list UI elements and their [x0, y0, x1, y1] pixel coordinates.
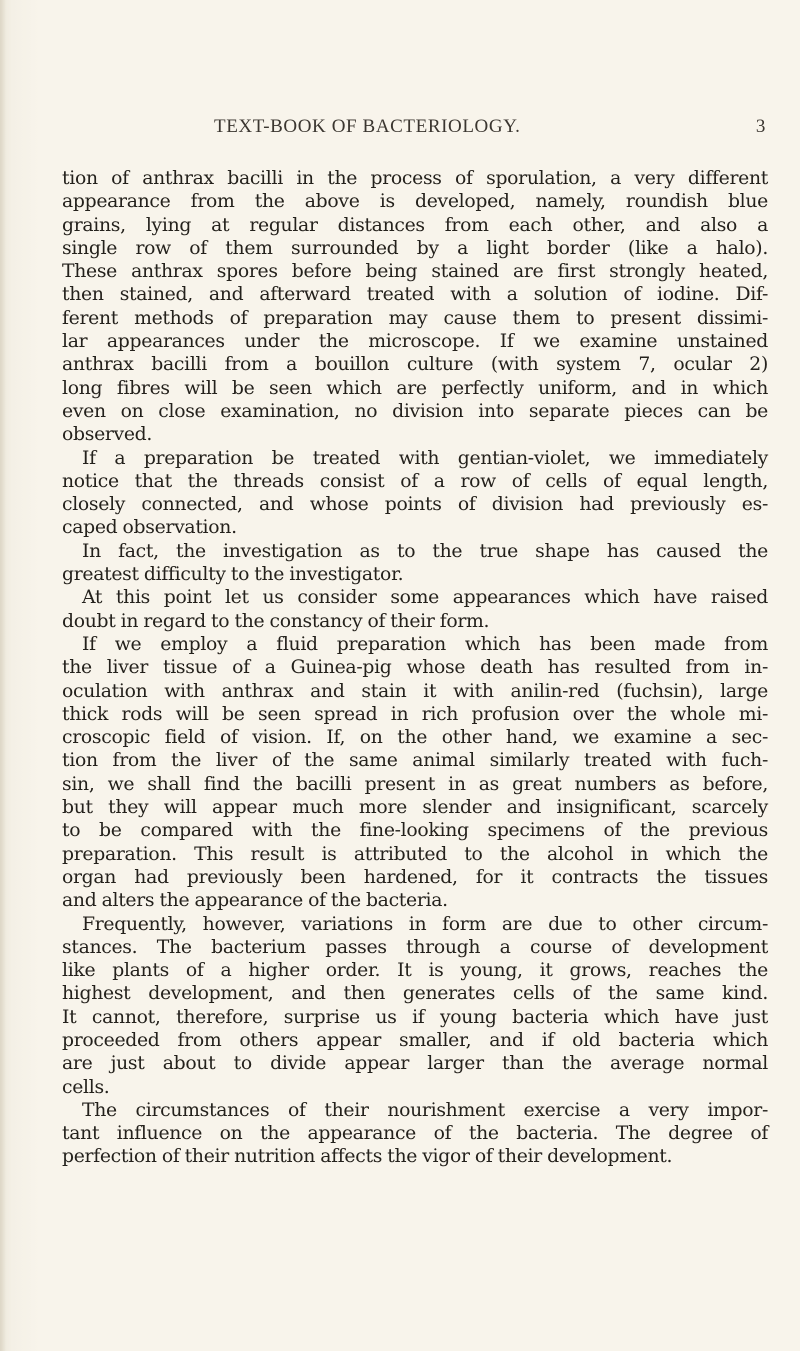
- text-line: lar appearances under the microscope. If we examine unstained: [62, 331, 768, 353]
- text-line: oculation with anthrax and stain it with anilin-red (fuchsin), large: [62, 680, 768, 702]
- text-line: organ had previously been hardened, for it contracts the tissues: [62, 866, 768, 888]
- text-line: like plants of a higher order. It is young, it grows, reaches the: [62, 960, 768, 982]
- text-line: perfection of their nutrition affects the vigor of their development.: [62, 1146, 673, 1168]
- text-line: It cannot, therefore, surprise us if young bacteria which have just: [62, 1006, 768, 1028]
- text-line: If we employ a fluid preparation which has been made from: [82, 633, 768, 655]
- text-line: long fibres will be seen which are perfectly uniform, and in which: [62, 377, 768, 399]
- text-line: The circumstances of their nourishment exercise a very impor-: [82, 1099, 768, 1121]
- text-line: tion of anthrax bacilli in the process of sporulation, a very different: [62, 168, 768, 189]
- body-text: [62, 167, 768, 1169]
- text-line: then stained, and afterward treated with a solution of iodine. Dif-: [62, 284, 768, 306]
- text-line: tant influence on the appearance of the bacteria. The degree of: [62, 1123, 768, 1145]
- text-line: Frequently, however, variations in form are due to other circum-: [82, 913, 768, 935]
- text-line: to be compared with the fine-looking specimens of the previous: [62, 820, 768, 842]
- text-line: thick rods will be seen spread in rich profusion over the whole mi-: [62, 703, 768, 725]
- text-line: the liver tissue of a Guinea-pig whose death has resulted from in-: [62, 657, 768, 679]
- page-gutter-shadow: [0, 0, 6, 1351]
- text-line: greatest difficulty to the investigator.: [62, 564, 404, 586]
- text-line: doubt in regard to the constancy of their form.: [62, 610, 490, 632]
- text-line: notice that the threads consist of a row of cells of equal length,: [62, 470, 768, 492]
- text-line: grains, lying at regular distances from each other, and also a: [62, 214, 768, 236]
- text-line: appearance from the above is developed, namely, roundish blue: [62, 191, 768, 213]
- text-line: anthrax bacilli from a bouillon culture (with system 7, ocular 2): [62, 354, 768, 376]
- text-line: caped observation.: [62, 517, 237, 539]
- text-line: preparation. This result is attributed to the alcohol in which the: [62, 843, 768, 865]
- text-line: proceeded from others appear smaller, and if old bacteria which: [62, 1029, 768, 1051]
- text-line: even on close examination, no division into separate pieces can be: [62, 400, 768, 422]
- text-line: In fact, the investigation as to the true shape has caused the: [82, 540, 768, 562]
- text-line: highest development, and then generates cells of the same kind.: [62, 983, 768, 1005]
- text-line: At this point let us consider some appearances which have raised: [82, 587, 768, 609]
- text-line: stances. The bacterium passes through a course of development: [62, 936, 768, 958]
- page-header: [214, 116, 774, 140]
- page-number: 3: [755, 116, 766, 137]
- text-line: but they will appear much more slender and insignificant, scarcely: [62, 797, 768, 819]
- text-line: ferent methods of preparation may cause them to present dissimi-: [62, 307, 768, 329]
- text-line: closely connected, and whose points of division had previously es-: [62, 494, 768, 516]
- text-line: croscopic field of vision. If, on the other hand, we examine a sec-: [62, 727, 768, 749]
- running-title: TEXT-BOOK OF BACTERIOLOGY.: [214, 116, 521, 137]
- text-line: are just about to divide appear larger than the average normal: [62, 1053, 768, 1075]
- text-line: sin, we shall find the bacilli present in as great numbers as before,: [62, 773, 768, 795]
- text-line: These anthrax spores before being stained are first strongly heated,: [62, 261, 768, 283]
- text-line: cells.: [62, 1076, 110, 1098]
- text-line: If a preparation be treated with gentian-violet, we immediately: [82, 447, 768, 469]
- text-line: single row of them surrounded by a light border (like a halo).: [62, 237, 768, 259]
- text-line: and alters the appearance of the bacteria.: [62, 890, 448, 912]
- text-line: observed.: [62, 424, 153, 446]
- text-line: tion from the liver of the same animal similarly treated with fuch-: [62, 750, 768, 772]
